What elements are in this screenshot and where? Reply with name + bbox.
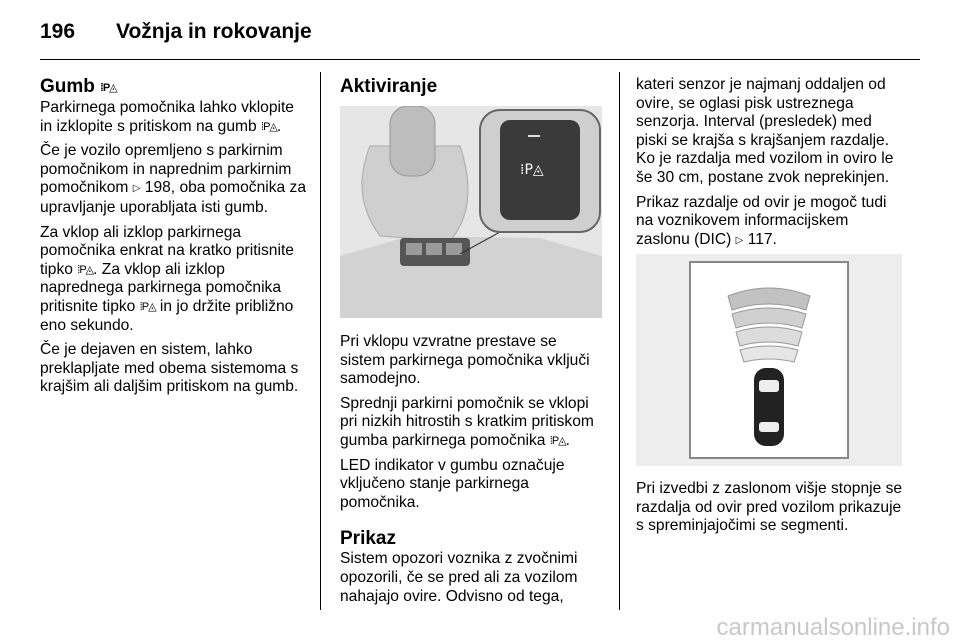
paragraph: Sistem opozori voznika z zvočnimi opozorili, če se pred ali za vozilom nahajajo ovire. Odvisno od tega, xyxy=(340,550,578,605)
parking-assist-icon: ⁞P◬ xyxy=(261,120,277,133)
paragraph: Sprednji parkirni pomočnik se vklopi pri nizkih hitrostih s kratkim pritiskom gumba parkirnega pomočnika ⁞P◬. xyxy=(340,394,594,449)
paragraph: Prikaz razdalje od ovir je mogoč tudi na voznikovem informacijskem zaslonu (DIC) ▷ 117. xyxy=(636,194,906,251)
column-2-body xyxy=(340,333,605,612)
column-divider-2 xyxy=(619,72,620,610)
parking-assist-icon: ⁞P◬ xyxy=(549,434,566,447)
page-reference-icon: ▷ xyxy=(132,183,141,195)
column-3-body-2 xyxy=(636,480,906,536)
parking-assist-icon: ⁞P◬ xyxy=(77,263,94,276)
column-2-heading xyxy=(340,76,605,98)
gear-shift-button-illustration xyxy=(340,106,602,318)
section-heading-aktiviranje: Aktiviranje xyxy=(340,76,438,97)
paragraph: Če je dejaven en sistem, lahko preklapljate med obema sistemoma s krajšim ali daljšim pritiskom na gumb. xyxy=(40,341,299,396)
paragraph: Parkirnega pomočnika lahko vklopite in izklopite s pritiskom na gumb ⁞P◬. xyxy=(40,99,294,135)
parking-assist-icon: ⁞P◬ xyxy=(100,82,117,94)
page-header xyxy=(40,16,920,56)
column-3-body xyxy=(636,76,906,256)
header-rule xyxy=(40,59,920,60)
page-number: 196 xyxy=(40,20,76,43)
paragraph: Pri vklopu vzvratne prestave se sistem parkirnega pomočnika vključi samodejno. xyxy=(340,333,590,388)
distance-display-illustration xyxy=(636,254,902,466)
section-heading-gumb: Gumb ⁞P◬ xyxy=(40,76,117,97)
paragraph: Če je vozilo opremljeno s parkirnim pomočnikom in naprednim parkirnim pomočnikom ▷ 198, oba pomočnika za upravljanje uporabljata isti gumb. xyxy=(40,142,307,216)
paragraph: kateri senzor je najmanj oddaljen od ovire, se oglasi pisk ustreznega senzorja. Interval (presledek) med piski se krajša s krajšanjem razdalje. Ko je razdalja med vozilom in oviro le še 30 cm, postane zvok neprekinjen. xyxy=(636,76,894,186)
column-1 xyxy=(40,76,308,403)
svg-text:⁞P◬: ⁞P◬ xyxy=(520,162,544,178)
paragraph: Pri izvedbi z zaslonom višje stopnje se razdalja od ovir pred vozilom prikazuje s spreminjajočimi se segmenti. xyxy=(636,480,903,535)
paragraph: LED indikator v gumbu označuje vključeno stanje parkirnega pomočnika. xyxy=(340,456,565,511)
watermark: carmanualsonline.info xyxy=(716,614,950,641)
parking-assist-icon: ⁞P◬ xyxy=(139,300,156,313)
column-divider-1 xyxy=(320,72,321,610)
page-title: Vožnja in rokovanje xyxy=(116,20,312,43)
paragraph: Za vklop ali izklop parkirnega pomočnika enkrat na kratko pritisnite tipko ⁞P◬. Za vklop ali izklop naprednega parkirnega pomočnika pritisnite tipko ⁞P◬ in jo držite približno eno sekundo. xyxy=(40,223,294,334)
page-reference-icon: ▷ xyxy=(735,234,744,246)
section-heading-prikaz: Prikaz xyxy=(340,528,396,550)
